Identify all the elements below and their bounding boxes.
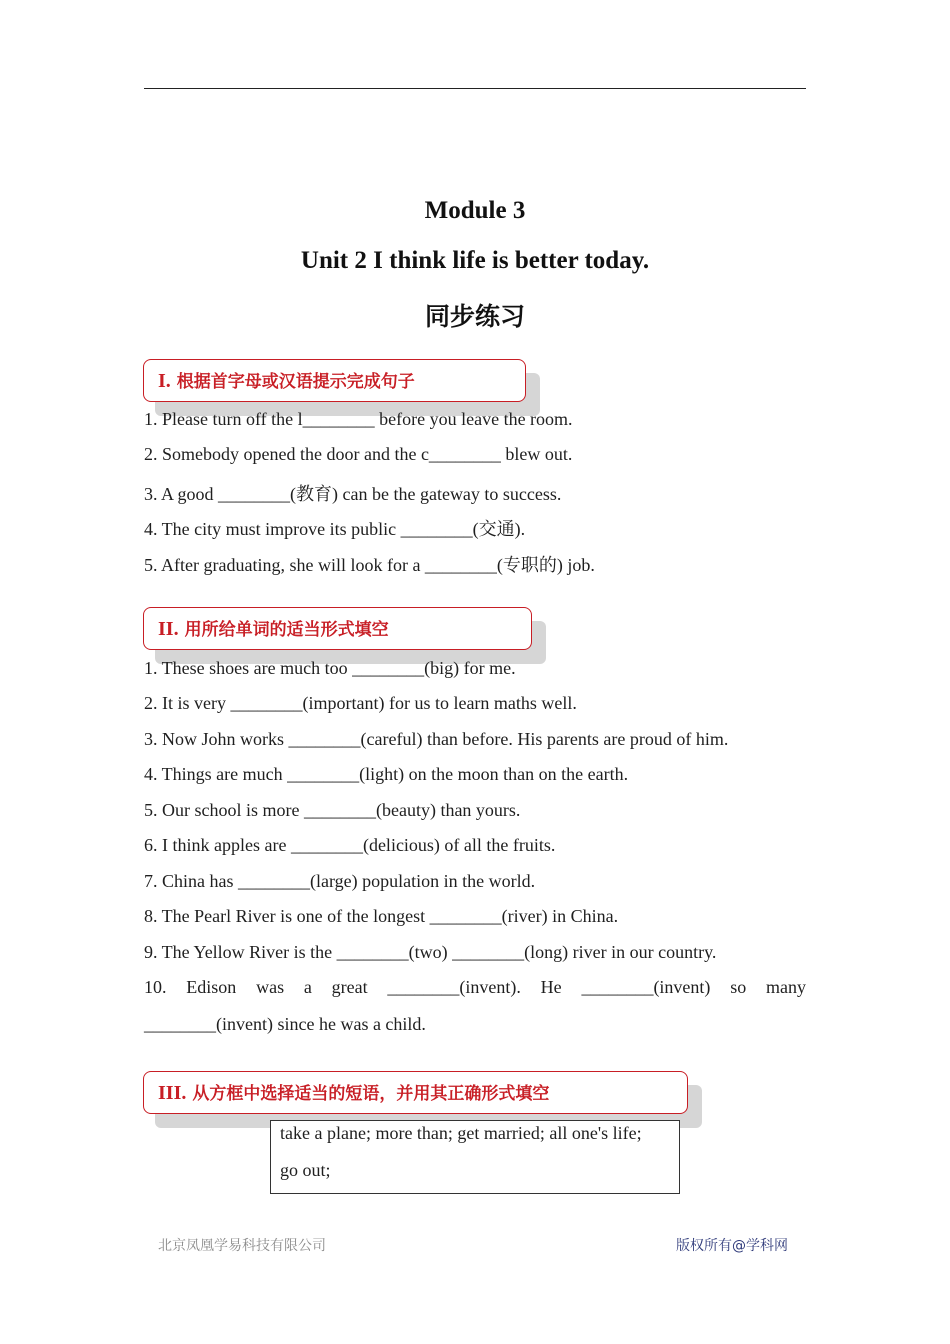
phrase-box-line: go out; <box>280 1160 331 1180</box>
section-2-number: II. <box>158 618 179 640</box>
footer-copyright: 版权所有@学科网 <box>676 1238 788 1254</box>
section-1-label: 根据首字母或汉语提示完成句子 <box>176 372 415 392</box>
exercise-line: 8. The Pearl River is one of the longest ________(river) in China. <box>144 906 619 926</box>
unit-title: Unit 2 I think life is better today. <box>300 247 650 274</box>
section-3-number: III. <box>158 1082 187 1104</box>
section-1-header <box>143 359 526 402</box>
exercise-line: 7. China has ________(large) population in the world. <box>144 871 536 891</box>
header-rule <box>144 88 806 89</box>
exercise-line: 1. Please turn off the l________ before you leave the room. <box>144 409 573 429</box>
exercise-line: 4. Things are much ________(light) on the moon than on the earth. <box>144 764 629 784</box>
section-1-number: I. <box>158 370 171 392</box>
phrase-box-line: take a plane; more than; get married; all one's life; <box>280 1123 642 1143</box>
phrase-box <box>270 1120 680 1194</box>
section-3-header <box>143 1071 688 1114</box>
exercise-line: 5. After graduating, she will look for a ________(专职的) job. <box>144 555 595 575</box>
exercise-line: 6. I think apples are ________(delicious) of all the fruits. <box>144 835 556 855</box>
module-title: Module 3 <box>424 197 526 224</box>
exercise-line: 2. It is very ________(important) for us to learn maths well. <box>144 693 577 713</box>
exercise-line: 10. Edison was a great ________(invent). He ________(invent) so many <box>144 977 806 997</box>
exercise-line: ________(invent) since he was a child. <box>144 1014 426 1034</box>
exercise-line: 4. The city must improve its public ________(交通). <box>144 519 526 539</box>
section-3-label: 从方框中选择适当的短语，并用其正确形式填空 <box>192 1084 550 1104</box>
exercise-line: 9. The Yellow River is the ________(two) ________(long) river in our country. <box>144 942 717 962</box>
exercise-line: 5. Our school is more ________(beauty) than yours. <box>144 800 521 820</box>
section-2-label: 用所给单词的适当形式填空 <box>184 620 389 640</box>
exercise-line: 2. Somebody opened the door and the c________ blew out. <box>144 444 573 464</box>
exercise-line: 3. A good ________(教育) can be the gateway to success. <box>144 484 562 504</box>
section-2-header <box>143 607 532 650</box>
exercise-line: 3. Now John works ________(careful) than before. His parents are proud of him. <box>144 729 729 749</box>
exercise-line: 1. These shoes are much too ________(big) for me. <box>144 658 516 678</box>
footer-company: 北京凤凰学易科技有限公司 <box>158 1238 326 1254</box>
exercise-subtitle: 同步练习 <box>424 302 525 331</box>
